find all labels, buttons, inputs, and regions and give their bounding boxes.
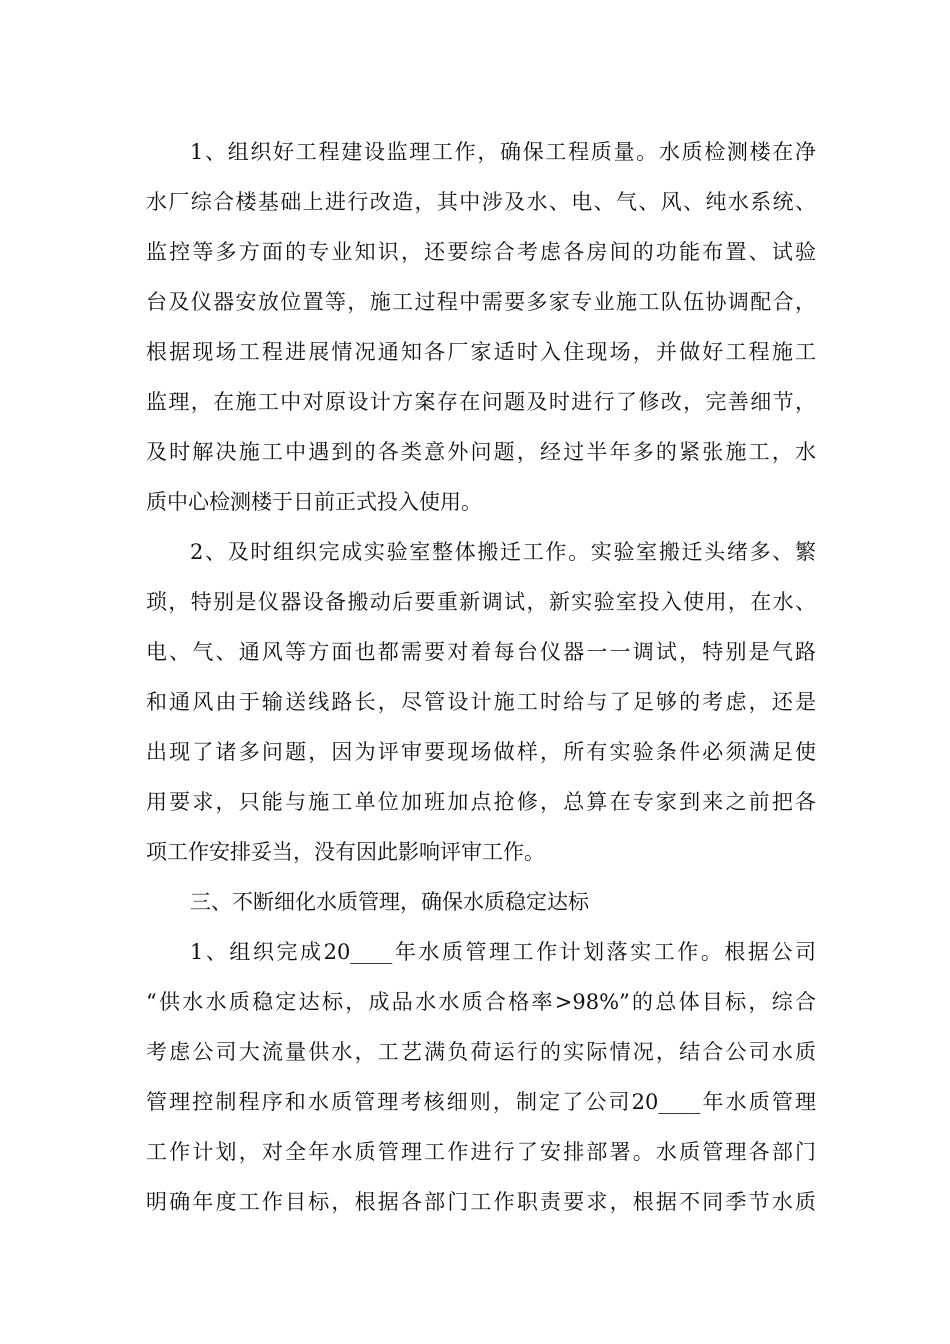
paragraph-1-line-6: 监理，在施工中对原设计方案存在问题及时进行了修改，完善细节， bbox=[146, 390, 816, 414]
paragraph-2-line-7: 项工作安排妥当，没有因此影响评审工作。 bbox=[146, 840, 545, 864]
paragraph-2-line-1: 2、及时组织完成实验室整体搬迁工作。实验室搬迁头绪多、繁 bbox=[190, 540, 816, 564]
paragraph-1-line-3: 监控等多方面的专业知识，还要综合考虑各房间的功能布置、试验 bbox=[146, 240, 816, 264]
paragraph-1-line-8: 质中心检测楼于日前正式投入使用。 bbox=[146, 490, 482, 514]
paragraph-1-line-1: 1、组织好工程建设监理工作，确保工程质量。水质检测楼在净 bbox=[190, 140, 816, 164]
paragraph-3-line-3: 考虑公司大流量供水，工艺满负荷运行的实际情况，结合公司水质 bbox=[146, 1040, 816, 1064]
paragraph-1-line-4: 台及仪器安放位置等，施工过程中需要多家专业施工队伍协调配合， bbox=[146, 290, 816, 314]
paragraph-1-line-2: 水厂综合楼基础上进行改造，其中涉及水、电、气、风、纯水系统、 bbox=[146, 190, 816, 214]
paragraph-2-line-5: 出现了诸多问题，因为评审要现场做样，所有实验条件必须满足使 bbox=[146, 740, 816, 764]
paragraph-2-line-6: 用要求，只能与施工单位加班加点抢修，总算在专家到来之前把各 bbox=[146, 790, 816, 814]
paragraph-1-line-5: 根据现场工程进展情况通知各厂家适时入住现场，并做好工程施工 bbox=[146, 340, 816, 364]
section-heading: 三、不断细化水质管理，确保水质稳定达标 bbox=[190, 890, 589, 914]
paragraph-1-line-7: 及时解决施工中遇到的各类意外问题，经过半年多的紧张施工，水 bbox=[146, 440, 816, 464]
paragraph-3-line-1: 1、组织完成20____年水质管理工作计划落实工作。根据公司 bbox=[190, 940, 816, 964]
paragraph-3-line-4: 管理控制程序和水质管理考核细则，制定了公司20____年水质管理 bbox=[146, 1090, 816, 1114]
paragraph-2-line-4: 和通风由于输送线路长，尽管设计施工时给与了足够的考虑，还是 bbox=[146, 690, 816, 714]
paragraph-3-line-2: “供水水质稳定达标，成品水水质合格率>98%”的总体目标，综合 bbox=[146, 990, 816, 1014]
paragraph-3-line-6: 明确年度工作目标，根据各部门工作职责要求，根据不同季节水质 bbox=[146, 1190, 816, 1214]
paragraph-2-line-2: 琐，特别是仪器设备搬动后要重新调试，新实验室投入使用，在水、 bbox=[146, 590, 816, 614]
paragraph-3-line-5: 工作计划，对全年水质管理工作进行了安排部署。水质管理各部门 bbox=[146, 1140, 816, 1164]
paragraph-2-line-3: 电、气、通风等方面也都需要对着每台仪器一一调试，特别是气路 bbox=[146, 640, 816, 664]
